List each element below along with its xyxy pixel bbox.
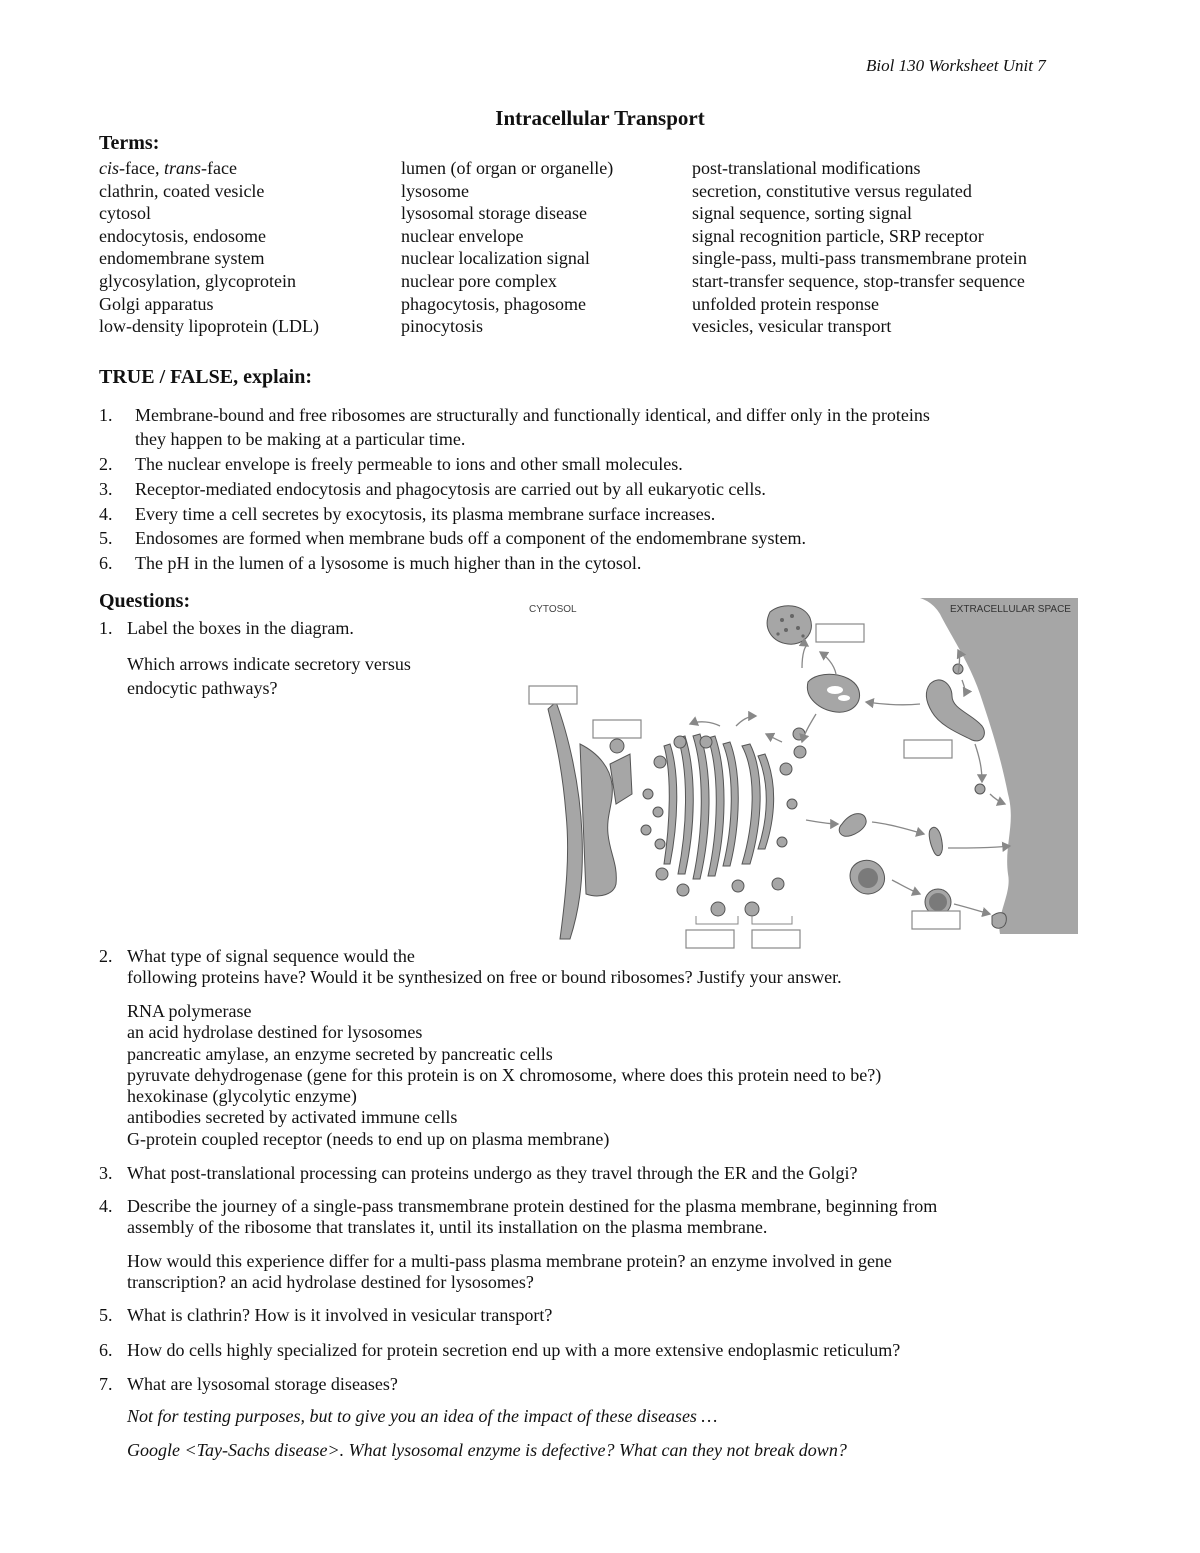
protein-item: G-protein coupled receptor (needs to end up on plasma membrane) — [127, 1128, 610, 1149]
endocytic-vesicle — [926, 680, 984, 741]
term: Golgi apparatus — [99, 293, 214, 314]
term: nuclear pore complex — [401, 270, 557, 291]
term: cytosol — [99, 203, 151, 224]
q3-text: What post-translational processing can proteins undergo as they travel through the ER and the Golgi? — [127, 1163, 858, 1183]
term: nuclear localization signal — [401, 248, 590, 269]
q4-text: Describe the journey of a single-pass transmembrane protein destined for the plasma membrane, beginning from — [127, 1196, 938, 1216]
endomembrane-diagram — [520, 594, 1082, 950]
protein-item: antibodies secreted by activated immune cells — [127, 1107, 458, 1128]
q4-subtext: transcription? an acid hydrolase destined for lysosomes? — [127, 1272, 534, 1292]
term: nuclear envelope — [401, 225, 524, 246]
term: endocytosis, endosome — [99, 225, 266, 246]
q1-text: Label the boxes in the diagram. — [127, 618, 354, 638]
q7-text: What are lysosomal storage diseases? — [127, 1374, 398, 1394]
item-number: 3. — [99, 479, 113, 499]
item-text: Receptor-mediated endocytosis and phagocytosis are carried out by all eukaryotic cells. — [135, 479, 766, 499]
item-text: The pH in the lumen of a lysosome is much higher than in the cytosol. — [135, 553, 642, 573]
label-box[interactable] — [593, 720, 641, 738]
truefalse-heading: TRUE / FALSE, explain: — [99, 366, 312, 388]
worksheet-header: Biol 130 Worksheet Unit 7 — [866, 56, 1046, 75]
term-trans: trans — [163, 158, 201, 178]
item-text: they happen to be making at a particular time. — [135, 429, 466, 449]
term: endomembrane system — [99, 248, 265, 269]
questions-heading: Questions: — [99, 590, 191, 612]
extracellular-region — [920, 598, 1078, 934]
terms-heading: Terms: — [99, 132, 160, 154]
q3-number: 3. — [99, 1163, 113, 1183]
q4-subtext: How would this experience differ for a multi-pass plasma membrane protein? an enzyme involved in gene — [127, 1251, 892, 1271]
q1-number: 1. — [99, 618, 113, 638]
page-title: Intracellular Transport — [495, 106, 705, 130]
item-text: Membrane-bound and free ribosomes are structurally and functionally identical, and differ only in the proteins — [135, 405, 930, 425]
label-box[interactable] — [529, 686, 577, 704]
label-box[interactable] — [912, 911, 960, 929]
item-text: Every time a cell secretes by exocytosis, its plasma membrane surface increases. — [135, 504, 716, 524]
term: phagocytosis, phagosome — [401, 293, 586, 314]
term-cis-face: -face, — [119, 158, 164, 178]
cytosol-label: CYTOSOL — [529, 604, 577, 615]
term-cis: cis — [99, 158, 119, 178]
item-number: 1. — [99, 405, 113, 425]
protein-item: pyruvate dehydrogenase (gene for this protein is on X chromosome, where does this protein need to be?) — [127, 1064, 882, 1085]
rough-er-cisterna — [610, 754, 632, 804]
label-box[interactable] — [752, 930, 800, 948]
bracket — [752, 916, 792, 924]
item-number: 4. — [99, 504, 113, 524]
q2-protein-list — [127, 1001, 881, 1150]
q5-text: What is clathrin? How is it involved in vesicular transport? — [127, 1305, 553, 1325]
q2-text: What type of signal sequence would the — [127, 946, 415, 966]
term: clathrin, coated vesicle — [99, 180, 265, 201]
q7-number: 7. — [99, 1374, 113, 1394]
extracellular-label: EXTRACELLULAR SPACE — [950, 604, 1071, 615]
term: secretion, constitutive versus regulated — [692, 180, 972, 201]
secretory-vesicle — [839, 814, 866, 837]
term: post-translational modifications — [692, 158, 921, 178]
label-box[interactable] — [904, 740, 952, 758]
item-text: Endosomes are formed when membrane buds off a component of the endomembrane system. — [135, 528, 806, 548]
term: pinocytosis — [401, 316, 484, 337]
term: lumen (of organ or organelle) — [401, 158, 614, 178]
term: start-transfer sequence, stop-transfer sequence — [692, 270, 1025, 291]
item-number: 2. — [99, 454, 113, 474]
term: lysosome — [401, 180, 470, 201]
term: glycosylation, glycoprotein — [99, 270, 296, 291]
protein-item: hexokinase (glycolytic enzyme) — [127, 1086, 357, 1107]
nuclear-envelope — [548, 702, 582, 939]
lysosome — [767, 606, 811, 644]
protein-item: pancreatic amylase, an enzyme secreted by pancreatic cells — [127, 1043, 553, 1064]
term: unfolded protein response — [692, 293, 879, 314]
term: lysosomal storage disease — [401, 203, 587, 224]
label-box[interactable] — [686, 930, 734, 948]
q2-number: 2. — [99, 946, 113, 966]
secretory-vesicle — [929, 827, 942, 855]
q7-note: Not for testing purposes, but to give you an idea of the impact of these diseases … — [127, 1406, 718, 1426]
q1-subtext: endocytic pathways? — [127, 678, 278, 698]
term-trans-face: -face — [200, 158, 237, 178]
term: low-density lipoprotein (LDL) — [99, 316, 319, 337]
bracket — [696, 916, 738, 924]
item-number: 6. — [99, 553, 113, 573]
term: signal sequence, sorting signal — [692, 203, 912, 224]
q6-text: How do cells highly specialized for protein secretion end up with a more extensive endoplasmic reticulum? — [127, 1340, 901, 1360]
golgi-stack — [664, 734, 774, 879]
item-number: 5. — [99, 528, 113, 548]
item-text: The nuclear envelope is freely permeable to ions and other small molecules. — [135, 454, 683, 474]
term: vesicles, vesicular transport — [692, 316, 892, 337]
q5-number: 5. — [99, 1305, 113, 1325]
protein-item: an acid hydrolase destined for lysosomes — [127, 1022, 423, 1043]
protein-item: RNA polymerase — [127, 1001, 252, 1021]
q6-number: 6. — [99, 1340, 113, 1360]
q4-number: 4. — [99, 1196, 113, 1216]
label-box[interactable] — [816, 624, 864, 642]
q2-text: following proteins have? Would it be synthesized on free or bound ribosomes? Justify your answer. — [127, 967, 842, 987]
q7-note: Google <Tay-Sachs disease>. What lysosomal enzyme is defective? What can they not break down? — [127, 1440, 847, 1460]
term: single-pass, multi-pass transmembrane protein — [692, 248, 1027, 269]
exocytosis-site — [992, 913, 1006, 929]
q4-text: assembly of the ribosome that translates it, until its installation on the plasma membrane. — [127, 1217, 768, 1237]
q1-subtext: Which arrows indicate secretory versus — [127, 654, 411, 674]
term: signal recognition particle, SRP receptor — [692, 225, 984, 246]
